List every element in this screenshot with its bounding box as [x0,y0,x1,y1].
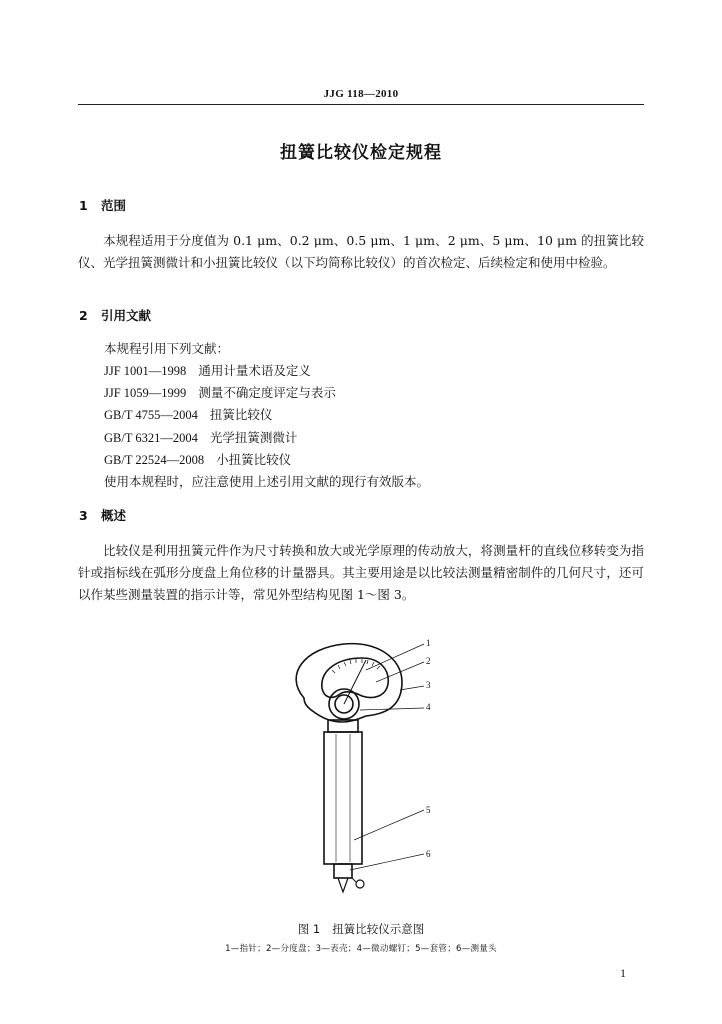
dial-scale [332,659,380,673]
reference-title: 测量不确定度评定与表示 [198,385,336,401]
section-title: 引用文献 [101,308,152,323]
section-1-paragraph [78,230,644,274]
reference-title: 通用计量术语及定义 [198,363,311,378]
sleeve [324,732,362,864]
figure-number: 图 1 [297,922,321,936]
section-3-paragraph [78,540,644,606]
measuring-head [334,864,352,878]
case-outline [296,644,402,722]
head-knob [356,880,364,888]
section-2-heading [79,306,151,324]
section-number: 3 [79,508,88,523]
figure-caption [0,921,722,937]
part-label-2: 2 [426,656,431,666]
header-code: JJG 118—2010 [323,88,399,100]
part-label-1: 1 [426,638,431,648]
reference-code: JJF 1059—1999 [104,386,187,401]
section-3-heading [79,506,126,524]
page-number: 1 [620,966,626,980]
reference-item [104,360,336,382]
references-note: 使用本规程时，应注意使用上述引用文献的现行有效版本。 [104,474,430,489]
reference-code: GB/T 6321—2004 [104,430,198,445]
part-label-5: 5 [426,805,431,815]
reference-item [104,449,336,471]
pointer [344,660,366,704]
reference-item [104,382,336,404]
references-intro: 本规程引用下列文献： [104,341,230,356]
reference-title: 光学扭簧测微计 [209,429,298,445]
document-title: 扭簧比较仪检定规程 [280,143,442,163]
part-label-6: 6 [426,849,431,859]
figure-legend: 1—指针；2—分度盘；3—表壳；4—微动螺钉；5—套管；6—测量头 [225,944,497,954]
reference-code: GB/T 22524—2008 [104,452,205,467]
section-1-text: 本规程适用于分度值为 0.1 μm、0.2 μm、0.5 μm、1 μm、2 μm、5 μm、10 μm 的扭簧比较仪、光学扭簧测微计和小扭簧比较仪（以下均简称比较仪）的首次检定、后续检定和使用中检验。 [78,233,644,270]
reference-item [104,427,336,449]
reference-code: GB/T 4755—2004 [104,408,198,423]
section-3-text: 比较仪是利用扭簧元件作为尺寸转换和放大或光学原理的传动放大，将测量杆的直线位移转变为指针或指标线在弧形分度盘上角位移的计量器具。其主要用途是以比较法测量精密制件的几何尺寸，还可以作某些测量装置的指示计等，常见外型结构见图 1～图 3。 [78,543,644,602]
reference-item [104,404,336,426]
reference-code: JJF 1001—1998 [104,364,187,378]
section-number: 2 [79,308,88,323]
part-label-3: 3 [426,680,431,690]
figure-title: 扭簧比较仪示意图 [332,922,425,936]
comparator-diagram [262,630,462,910]
dial-window [322,658,388,698]
part-label-4: 4 [426,702,431,712]
header-rule [78,104,644,105]
section-1-heading [79,196,126,214]
section-title: 范围 [101,198,127,213]
reference-list [104,360,336,471]
reference-title: 扭簧比较仪 [209,407,273,423]
reference-title: 小扭簧比较仪 [216,451,292,467]
section-title: 概述 [101,508,127,523]
section-number: 1 [79,198,88,213]
